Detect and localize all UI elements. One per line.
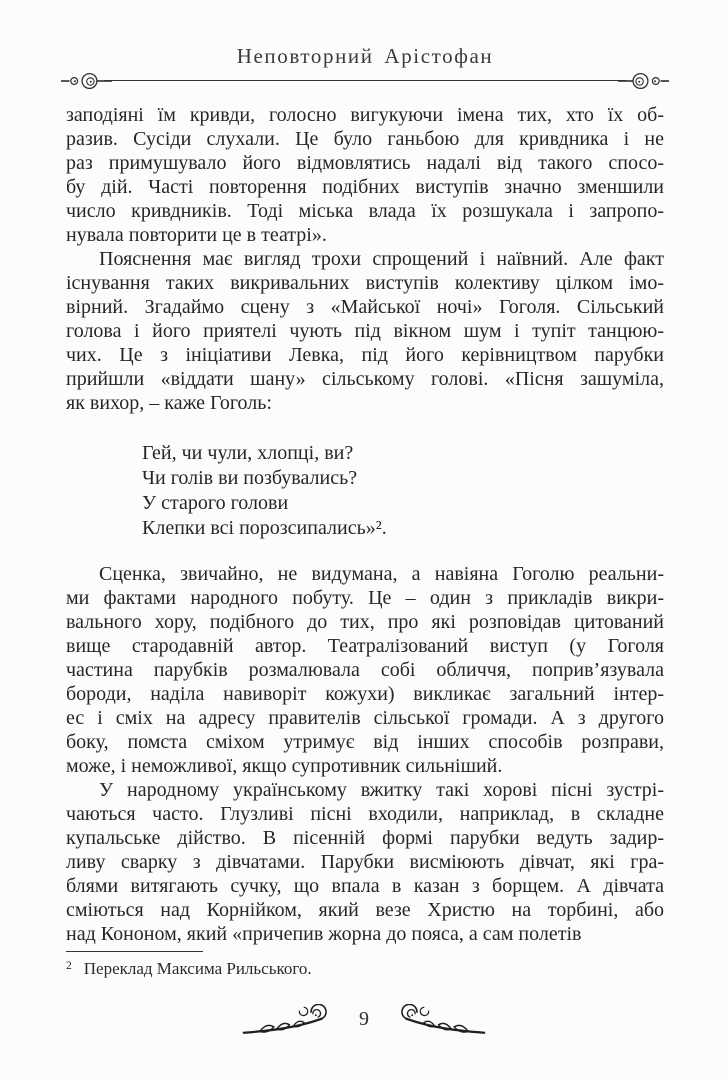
text-line: чаються часто. Глузливі пісні входили, наприклад, в складне [66,803,664,825]
text-line: сміються над Корнійком, який везе Христю на торбині, або [66,899,664,921]
text-line: блями витягають сучку, що впала в казан з борщем. А дівчата [66,875,664,897]
text-line: ми фактами народного побуту. Це – один з прикладів викри- [66,587,664,609]
paragraph [66,778,664,946]
text-line: вище стародавній автор. Театралізований виступ (у Гоголя [66,635,664,657]
paragraph [66,247,664,415]
text-line: існування таких викривальних виступів колективу цілком імо- [66,272,664,294]
header-divider [60,70,670,94]
text-line: бу дій. Часті повторення подібних виступів значно зменшили [66,176,664,198]
paragraph [66,562,664,778]
text-line: ливу сварку з дівчатами. Парубки висміюють дівчат, які гра- [66,851,664,873]
text-line: боку, помста сміхом утримує від інших способів розправи, [66,731,664,753]
footnote [66,951,312,979]
text-line: Пояснення має вигляд трохи спрощений і наївний. Але факт [99,248,664,270]
header-swirl-right-icon [618,70,670,92]
verse-line: Клепки всі порозсипались»². [142,517,387,539]
text-line: як вихор, – каже Гоголь: [66,392,272,414]
paragraph [66,103,664,247]
verse-line: Гей, чи чули, хлопці, ви? [142,442,354,464]
header-rule [104,80,626,81]
body-text [66,103,664,946]
text-line: прийшли «віддати шану» сільському голові. «Пісня зашуміла, [66,368,664,390]
text-line: вірний. Згадаймо сцену з «Майської ночі» Гоголя. Сільський [66,296,664,318]
footnote-row [66,959,312,979]
chapter-title: Неповторний Арістофан [236,44,494,68]
footnote-rule [66,951,203,952]
footnote-marker: 2 [66,960,72,972]
text-line: вального хору, подібного до тих, про які розповідав цитований [66,611,664,633]
text-line: разив. Сусіди слухали. Це було ганьбою для кривдника і не [66,128,664,150]
footer-flourish-right-icon [393,1004,487,1038]
text-line: Сценка, звичайно, не видумана, а навіяна Гоголю реальни- [99,563,664,585]
text-line: може, і неможливої, якщо супротивник сильніший. [66,755,503,777]
header-swirl-left-icon [60,70,112,92]
verse-line: У старого голови [142,492,289,514]
text-line: голова і його приятелі чують під вікном шум і тупіт танцюю- [66,320,664,342]
text-line: частина парубків розмалювала собі обличчя, поприв’язувала [66,659,664,681]
page-number: 9 [359,1007,369,1030]
text-line: чих. Це з ініціативи Левка, під його керівництвом парубки [66,344,664,366]
text-line: над Кононом, який «причепив жорна до пояса, а сам полетів [66,923,582,945]
text-line: раз примушувало його відмовлятись надалі від такого спосо- [66,152,664,174]
text-line: бороди, наділа навиворіт кожухи) викликає загальний інтер- [66,683,664,705]
chapter-header [60,44,670,94]
text-line: У народному українському вжитку такі хорові пісні зустрі- [99,779,664,801]
text-line: ес і сміх на адресу правителів сільської громади. А з другого [66,707,664,729]
footnote-text: Переклад Максима Рильського. [83,959,312,978]
verse-line: Чи голів ви позбувались? [142,467,358,489]
text-line: число кривдників. Тоді міська влада їх розшукала і запропо- [66,200,664,222]
verse-block [142,441,664,541]
text-line: купальське дійство. В пісенній формі парубки ведуть задир- [66,827,664,849]
footer-flourish-left-icon [241,1004,335,1038]
text-line: заподіяні їм кривди, голосно вигукуючи імена тих, хто їх об- [66,104,664,126]
text-line: нувала повторити це в театрі». [66,224,327,246]
page-footer [0,1004,728,1038]
